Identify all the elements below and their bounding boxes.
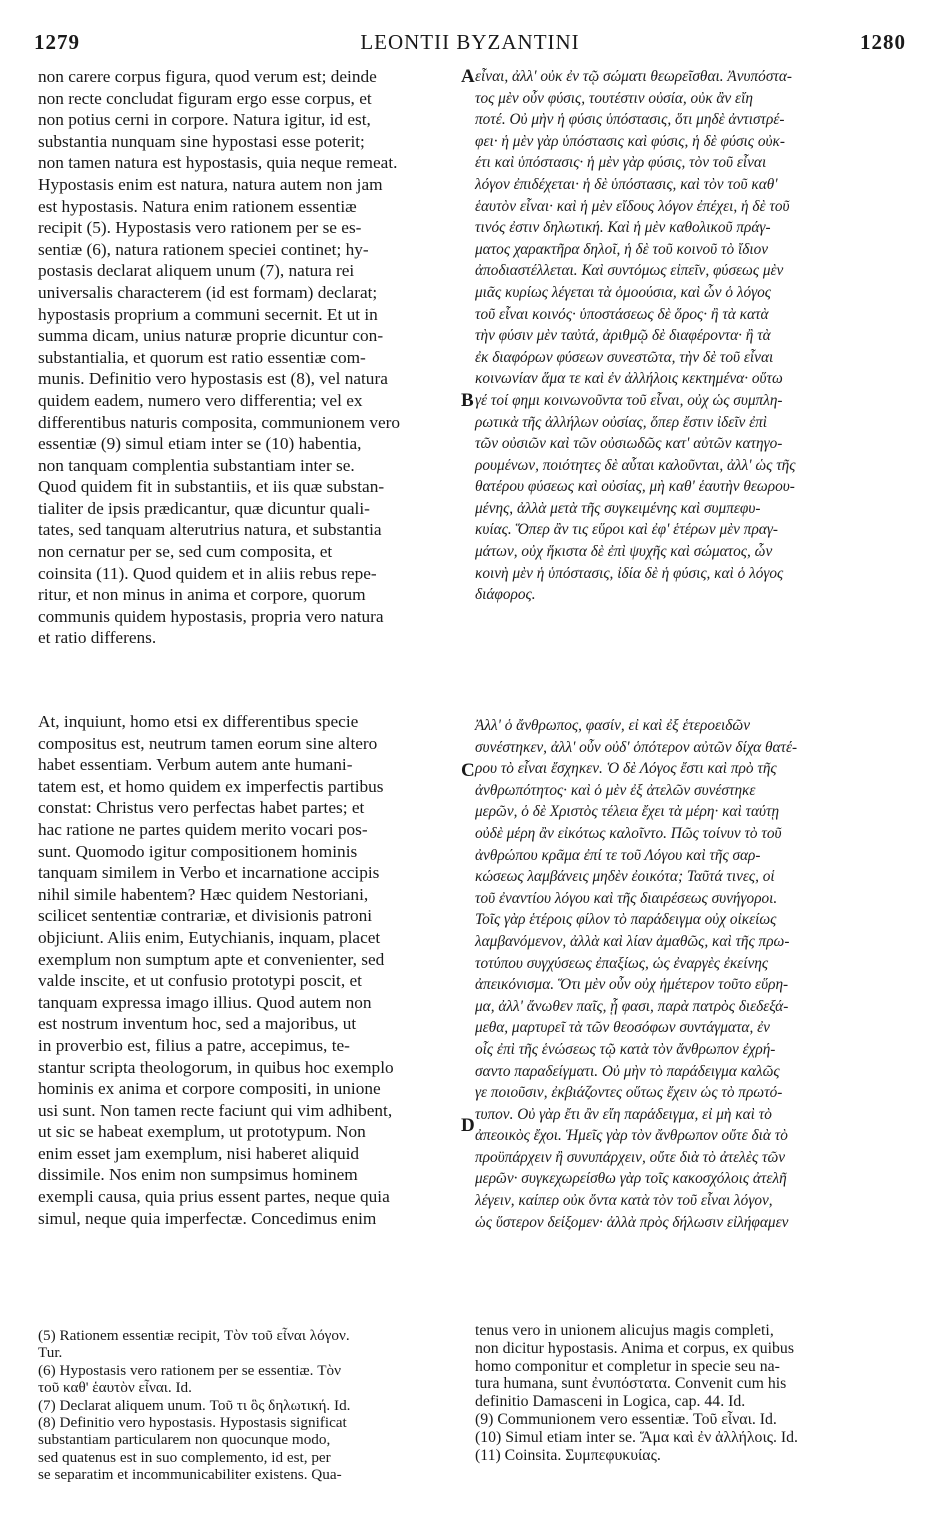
text-line: tanquam expressa imago illius. Quod autem non <box>38 992 372 1012</box>
text-line: non recte concludat figuram ergo esse corpus, et <box>38 88 372 108</box>
text-line: ρου τὸ εἶναι ἔσχηκεν. Ὁ δὲ Λόγος ἔστι καὶ πρὸ τῆς <box>475 760 777 778</box>
text-line: φει· ἡ μὲν γὰρ ὑπόστασις καὶ φύσις, ἡ δὲ φύσις οὐκ- <box>475 132 785 150</box>
text-line: exempli causa, quia prius essent partes, neque quia <box>38 1187 390 1207</box>
text-line: sentiæ (6), natura rationem speciei continet; hy- <box>38 239 369 259</box>
greek-column-bottom <box>475 715 905 1233</box>
text-line: τοτύπου συγχύσεως ἐπαξίως, ὡς ἐναργὲς ἐκείνης <box>475 954 769 972</box>
text-line: σαντο παραδείγματι. Οὐ μὴν τὸ παράδειγμα καλῶς <box>475 1062 780 1080</box>
text-line: οὐδὲ μέρη ἂν εἰκότως καλοῖντο. Πῶς τοίνυν τὸ τοῦ <box>475 824 782 842</box>
text-line: hominis ex anima et corpore compositi, in unione <box>38 1079 381 1099</box>
text-line: Hypostasis enim est natura, natura autem non jam <box>38 174 383 194</box>
text-line: λόγον ἐπιδέχεται· ἡ δὲ ὑπόστασις, καὶ τὸν τοῦ καθ' <box>475 175 778 193</box>
text-line: ἀνθρώπου κρᾶμα ἐπί τε τοῦ Λόγου καὶ τῆς σαρ- <box>475 846 761 864</box>
text-line: recipit (5). Hypostasis vero rationem per se es- <box>38 218 362 238</box>
text-line: summa dicam, unius naturæ proprie dicuntur con- <box>38 326 384 346</box>
text-line: τῶν οὐσιῶν καὶ τῶν οὐσιωδῶς κατ' αὐτῶν κατηγο- <box>475 435 783 453</box>
text-line: κώσεως λαμβάνεις μηδὲν ἐοικότα; Ταῦτά τινες, οἱ <box>475 868 775 886</box>
text-line: sed quatenus est in suo complemento, id est, per <box>38 1448 331 1466</box>
text-line: Tur. <box>38 1344 63 1362</box>
text-line: τὴν φύσιν μὲν ταὐτά, ἀριθμῷ δὲ διαφέροντα· ἢ τὰ <box>475 327 771 345</box>
text-line: tanquam similem in Verbo et incarnatione accipis <box>38 863 380 883</box>
text-line: non cernatur per se, sed cum composita, et <box>38 542 333 562</box>
text-line: se separatim et incommunicabiliter existens. Qua- <box>38 1466 342 1484</box>
text-line: definitio Damasceni in Logica, cap. 44. Id. <box>475 1393 746 1411</box>
page-number-left: 1279 <box>34 30 80 54</box>
text-line: At, inquiunt, homo etsi ex differentibus specie <box>38 712 359 731</box>
margin-marker-a: A <box>461 66 475 87</box>
text-line: substantialia, et quorum est ratio essentiæ com- <box>38 347 366 367</box>
text-line: in proverbio est, filius a patre, accepimus, te- <box>38 1035 350 1055</box>
text-line: simul, neque quia imperfectæ. Concedimus enim <box>38 1208 377 1228</box>
text-line: substantia nunquam sine hypostasi esse poterit; <box>38 131 365 151</box>
text-line: non tamen natura est hypostasis, quia neque remeat. <box>38 153 398 173</box>
text-line: et ratio differens. <box>38 628 157 648</box>
text-line: ρουμένων, ποιότητες δὲ αὗται καλοῦνται, ἀλλ' ὡς τῆς <box>475 456 796 474</box>
text-line: enim esset jam exemplum, nisi haberet aliquid <box>38 1143 360 1163</box>
text-line: stantur scripta theologorum, in quibus hoc exemplo <box>38 1057 394 1077</box>
text-line: est hypostasis. Natura enim rationem essentiæ <box>38 196 357 216</box>
text-line: usi sunt. Non tamen recte faciunt qui vim adhibent, <box>38 1100 393 1120</box>
text-line: ἐκ διαφόρων φύσεων συνεστῶτα, τὴν δὲ τοῦ εἶναι <box>475 348 774 366</box>
text-line: coinsita (11). Quod quidem et in aliis rebus repe- <box>38 563 377 583</box>
text-line: Τοῖς γὰρ ἑτέροις φίλον τὸ παράδειγμα οὐχ οἰκείως <box>475 911 777 929</box>
latin-column-top <box>38 66 456 649</box>
text-line: tates, sed tanquam alterutrius natura, et substantia <box>38 520 382 540</box>
text-line: non potius cerni in corpore. Natura igitur, id est, <box>38 110 371 130</box>
text-line: sunt. Quomodo igitur compositionem hominis <box>38 841 358 861</box>
text-line: μεθα, μαρτυρεῖ τὰ τῶν θεοσόφων συντάγματα, ἐν <box>475 1019 770 1037</box>
margin-marker-d: D <box>461 1115 475 1136</box>
text-line: οἷς ἐπὶ τῆς ἑνώσεως τῷ κατὰ τὸν ἄνθρωπον ἐχρή- <box>475 1040 776 1058</box>
text-line: γε ποιοῦσιν, ἐκβιάζοντες οὕτως ἔχειν ὡς τὸ πρωτό- <box>475 1084 783 1102</box>
text-line: non dicitur hypostasis. Anima et corpus, ex quibus <box>475 1339 794 1357</box>
text-line: hac ratione ne partes quidem merito vocari pos- <box>38 819 368 839</box>
text-line: (7) Declarat aliquem unum. Τοῦ τι ὃς δηλωτική. Id. <box>38 1396 351 1414</box>
footnotes-left <box>38 1327 456 1484</box>
text-line: munis. Definitio vero hypostasis est (8), vel natura <box>38 369 388 389</box>
text-line: universalis characterem (id est formam) declarat; <box>38 282 378 302</box>
margin-marker-c: C <box>461 760 475 781</box>
text-line: est nostrum inventum hoc, sed a majoribus, ut <box>38 1014 357 1034</box>
text-line: μερῶν, ὁ δὲ Χριστὸς τέλεια ἔχει τὰ μέρη· καὶ ταύτῃ <box>475 803 780 821</box>
text-line: (11) Coinsita. Συμπεφυκυίας. <box>475 1446 661 1464</box>
text-line: ὡς ὕστερον δείξομεν· ἀλλὰ πρὸς δήλωσιν εἰλήφαμεν <box>475 1213 789 1231</box>
text-line: constat: Christus vero perfectas habet partes; et <box>38 798 365 818</box>
text-line: λέγειν, καίπερ οὐκ ὄντα κατὰ τὸν τοῦ εἶναι λόγον, <box>475 1192 773 1210</box>
text-line: τινός ἐστιν δηλωτική. Καὶ ἡ μὲν καθολικοῦ πράγ- <box>475 219 771 237</box>
text-line: λαμβανόμενον, ἀλλὰ καὶ λίαν ἀμαθῶς, καὶ τῆς πρω- <box>475 932 790 950</box>
footnotes-right <box>475 1322 905 1464</box>
text-line: τος μὲν οὖν φύσις, τουτέστιν οὐσία, οὐκ ἂν εἴη <box>475 89 753 107</box>
text-line: dissimile. Nos enim non sumpsimus hominem <box>38 1165 358 1185</box>
text-line: habet essentiam. Verbum autem ante humani- <box>38 755 353 775</box>
text-line: ἀνθρωπότητος· καὶ ὁ μὲν ἐξ ἀτελῶν συνέστηκε <box>475 781 756 799</box>
text-line: ἑαυτὸν εἶναι· καὶ ἡ μὲν εἴδους λόγον ἐπέχει, ἡ δὲ τοῦ <box>475 197 790 215</box>
text-line: non tanquam complentia substantiam inter se. <box>38 455 355 475</box>
text-line: (9) Communionem vero essentiæ. Τοῦ εἶναι. Id. <box>475 1410 777 1428</box>
text-line: Ἀλλ' ὁ ἄνθρωπος, φασίν, εἰ καὶ ἐξ ἑτεροειδῶν <box>475 717 750 734</box>
text-line: προϋπάρχειν ἢ συνυπάρχειν, οὔτε διὰ τὸ ἀτελὲς τῶν <box>475 1148 786 1166</box>
text-line: (5) Rationem essentiæ recipit, Τὸν τοῦ εἶναι λόγον. <box>38 1327 350 1344</box>
text-line: κοινωνίαν ἅμα τε καὶ ἐν ἀλλήλοις κεκτημένα· οὕτω <box>475 370 783 388</box>
text-line: ut sic se habeat exemplum, ut prototypum. Non <box>38 1122 366 1142</box>
text-line: tatem est, et homo quidem ex imperfectis partibus <box>38 776 384 796</box>
text-line: γέ τοί φημι κοινωνοῦντα τοῦ εἶναι, οὐχ ὡς συμπλη- <box>475 391 783 409</box>
text-line: θατέρου φύσεως καὶ οὐσίας, μὴ καθ' ἑαυτὴν θεωρου- <box>475 478 795 496</box>
text-line: scilicet sententiæ contrariæ, et divisionis patroni <box>38 906 373 926</box>
text-line: postasis declarat aliquem unum (7), natura rei <box>38 261 355 281</box>
text-line: μένης, ἀλλὰ μετὰ τῆς συγκειμένης καὶ συμπεφυ- <box>475 499 761 517</box>
text-line: μερῶν· συγκεχωρείσθω γὰρ τοῖς κακοσχόλοις ἀτελῆ <box>475 1170 787 1188</box>
text-line: τοῦ ἐναντίου λόγου καὶ τῆς διαιρέσεως συνήγοροι. <box>475 889 778 907</box>
text-line: ποτέ. Οὐ μὴν ἡ φύσις ὑπόστασις, ὅτι μηδὲ ἀντιστρέ- <box>475 111 785 129</box>
text-line: (8) Definitio vero hypostasis. Hypostasis significat <box>38 1414 347 1432</box>
text-line: non carere corpus figura, quod verum est; deinde <box>38 67 377 86</box>
text-line: communis quidem hypostasis, propria vero natura <box>38 606 384 626</box>
text-line: κυίας. Ὅπερ ἂν τις εὕροι καὶ ἐφ' ἑτέρων μὲν πραγ- <box>475 521 778 539</box>
text-line: Quod quidem fit in substantiis, et iis quæ substan- <box>38 477 385 497</box>
text-line: εἶναι, ἀλλ' οὐκ ἐν τῷ σώματι θεωρεῖσθαι. Ἀνυπόστα- <box>475 68 792 85</box>
text-line: hypostasis proprium a communi secernit. Et ut in <box>38 304 378 324</box>
text-line: nihil simile habentem? Hæc quidem Nestoriani, <box>38 884 369 904</box>
text-line: συνέστηκεν, ἀλλ' οὖν οὐδ' ὁπότερον αὐτῶν δίχα θατέ- <box>475 738 798 756</box>
text-line: quidem eadem, numero vero differentia; vel ex <box>38 390 363 410</box>
latin-column-bottom <box>38 711 456 1229</box>
page-header <box>34 30 906 60</box>
text-line: differentibus naturis composita, communionem vero <box>38 412 401 432</box>
text-line: tialiter de ipsis prædicantur, quæ dicuntur quali- <box>38 498 370 518</box>
text-line: tenus vero in unionem alicujus magis completi, <box>475 1322 774 1339</box>
text-line: (6) Hypostasis vero rationem per se essentiæ. Τὸν <box>38 1361 341 1379</box>
text-line: tura humana, sunt ἐνυπόστατα. Convenit cum his <box>475 1375 787 1393</box>
text-line: (10) Simul etiam inter se. Ἅμα καὶ ἐν ἀλλήλοις. Id. <box>475 1428 798 1446</box>
text-line: ματος χαρακτῆρα δηλοῖ, ἡ δὲ τοῦ κοινοῦ τὸ ἴδιον <box>475 240 769 258</box>
greek-column-top <box>475 66 905 606</box>
text-line: exemplum non sumptum apte et convenienter, sed <box>38 949 385 969</box>
text-line: substantiam particularem non quocunque modo, <box>38 1431 331 1449</box>
text-line: μάτων, οὐχ ἥκιστα δὲ ἐπὶ ψυχῆς καὶ σώματος, ὧν <box>475 543 773 561</box>
text-line: τυπον. Οὐ γὰρ ἔτι ἂν εἴη παράδειγμα, εἰ μὴ καὶ τὸ <box>475 1105 772 1123</box>
text-line: ἀποδιαστέλλεται. Καὶ συντόμως εἰπεῖν, φύσεως μὲν <box>475 262 784 280</box>
running-title: LEONTII BYZANTINI <box>360 30 580 54</box>
text-line: ἀπεικόνισμα. Ὅτι μὲν οὖν οὐχ ἡμέτερον τοῦτο εὕρη- <box>475 976 789 994</box>
text-line: homo componitur et completur in specie seu na- <box>475 1357 780 1375</box>
text-line: ρωτικὰ τῆς ἀλλήλων οὐσίας, ὅπερ ἔστιν ἰδεῖν ἐπὶ <box>475 413 768 431</box>
margin-marker-b: B <box>461 390 474 411</box>
text-line: τοῦ εἶναι κοινός· ὑποστάσεως δὲ ὅρος· ἢ τὰ κατὰ <box>475 305 769 323</box>
text-line: μα, ἀλλ' ἄνωθεν παῖς, ᾗ φασι, παρὰ πατρὸς διεδεξά- <box>475 997 789 1015</box>
text-line: τοῦ καθ' ἑαυτὸν εἶναι. Id. <box>38 1379 192 1397</box>
text-line: μιᾶς κυρίως λέγεται τὰ ὁμοούσια, καὶ ὧν ὁ λόγος <box>475 283 771 301</box>
text-line: essentiæ (9) simul etiam inter se (10) habentia, <box>38 434 362 454</box>
text-line: έτι καὶ ὑπόστασις· ἡ μὲν γὰρ φύσις, τὸν τοῦ εἶναι <box>475 154 767 172</box>
page-number-right: 1280 <box>860 30 906 54</box>
text-line: compositus est, neutrum tamen eorum sine altero <box>38 733 378 753</box>
text-line: κοινὴ μὲν ἡ ὑπόστασις, ἰδία δὲ ἡ φύσις, καὶ ὁ λόγος <box>475 564 784 582</box>
text-line: ἀπεοικὸς ἔχοι. Ἡμεῖς γὰρ τὸν ἄνθρωπον οὔτε διὰ τὸ <box>475 1127 788 1145</box>
text-line: ritur, et non minus in anima et corpore, quorum <box>38 585 366 605</box>
text-line: valde inscite, et ut confusio prototypi poscit, et <box>38 971 362 991</box>
text-line: διάφορος. <box>475 586 536 604</box>
text-line: objiciunt. Aliis enim, Eutychianis, inquam, placet <box>38 927 381 947</box>
